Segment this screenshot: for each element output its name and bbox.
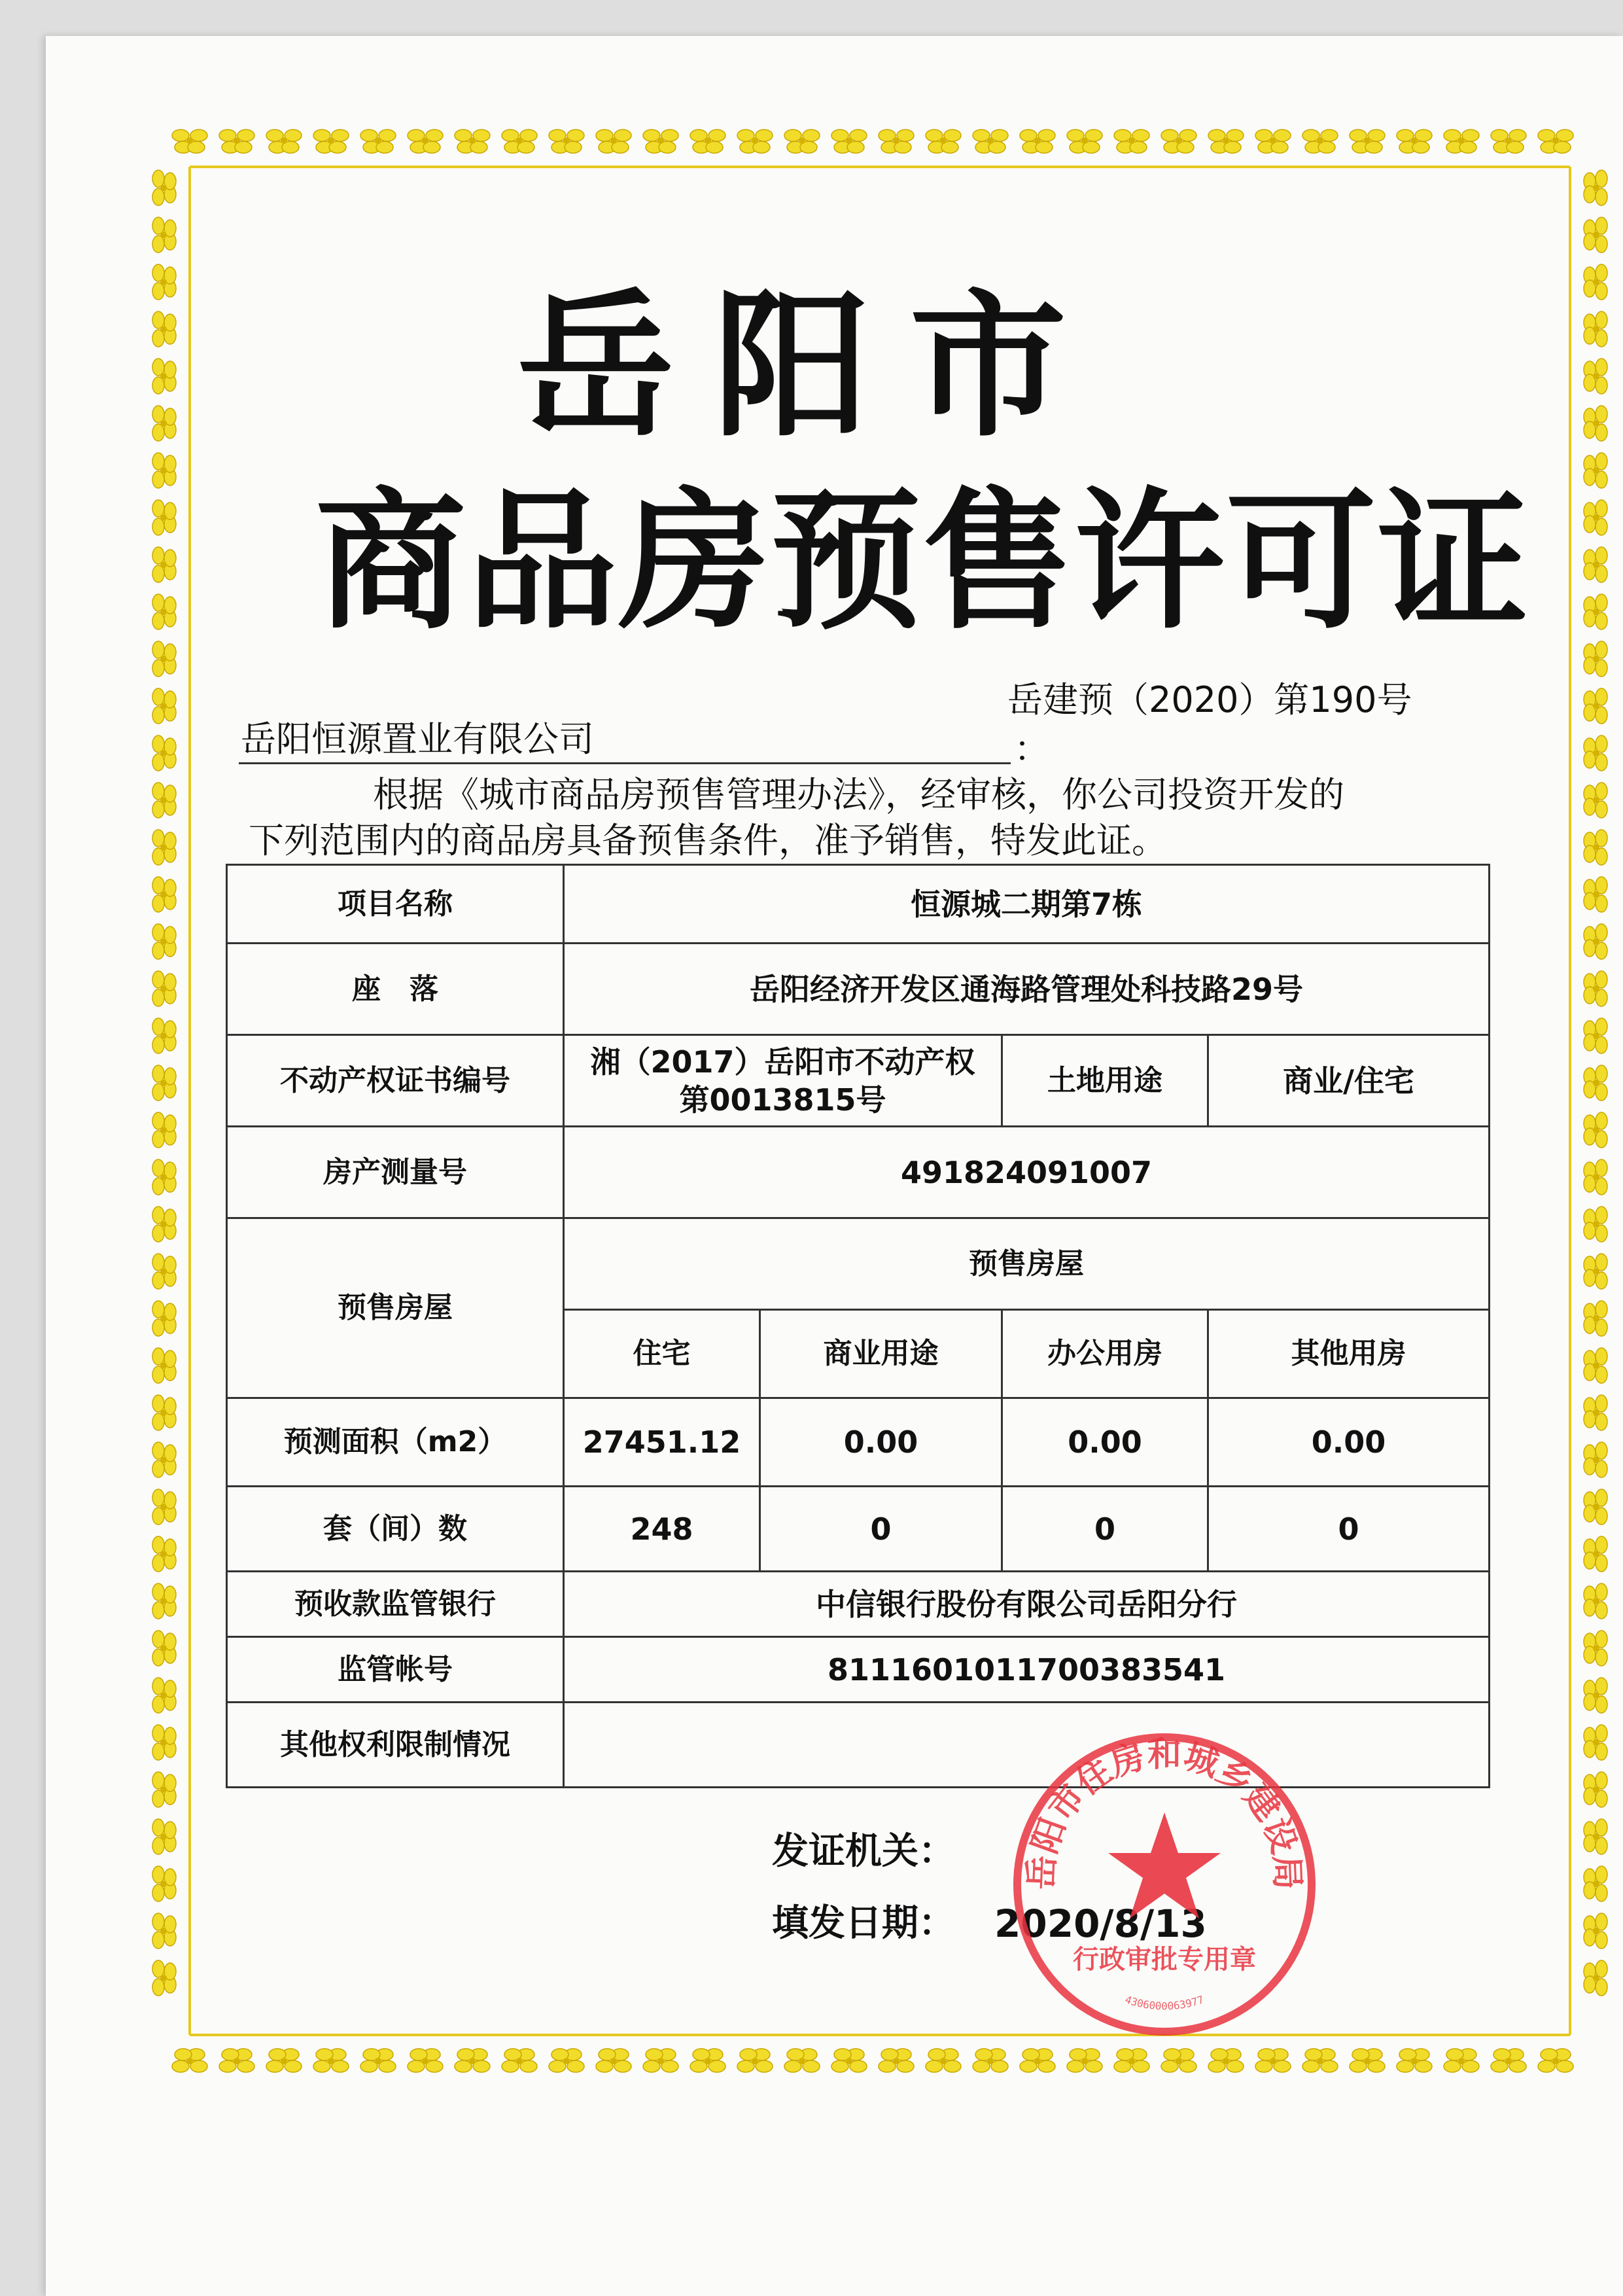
border-flower [1255,2049,1291,2072]
border-flower [1538,2049,1573,2072]
border-flower [737,2049,773,2072]
units-label: 套（间）数 [227,1487,564,1572]
border-flower [152,1065,176,1101]
bank-value: 中信银行股份有限公司岳阳分行 [564,1572,1490,1637]
cert-no-label: 不动产权证书编号 [227,1035,564,1127]
border-flower [1302,130,1338,153]
title-city: 岳阳市 [517,275,1106,458]
border-flower [1584,1866,1607,1901]
border-flower [1584,1631,1607,1666]
cert-no-value [564,1035,1002,1127]
border-flower [1255,130,1291,153]
border-flower [1208,130,1244,153]
table-row [227,1572,1490,1637]
restrictions-label: 其他权利限制情况 [227,1703,564,1788]
border-flower [1020,2049,1055,2072]
border-flower [1584,1960,1607,1996]
project-name-label: 项目名称 [227,865,564,944]
border-flower [1397,2049,1432,2072]
border-flower [1584,1678,1607,1713]
border-flower [1584,500,1607,535]
units-other: 0 [1208,1487,1490,1572]
border-flower [152,1254,176,1289]
survey-no-label: 房产测量号 [227,1127,564,1218]
border-flower [784,2049,820,2072]
border-flower [1584,1018,1607,1053]
border-flower [549,130,584,153]
land-use-label: 土地用途 [1002,1035,1208,1127]
border-flower [1584,1159,1607,1195]
border-flower [737,130,773,153]
border-flower [152,1112,176,1148]
border-flower [1397,130,1432,153]
approval-paragraph-line2: 下列范围内的商品房具备预售条件，准予销售，特发此证。 [249,820,1167,861]
area-commercial: 0.00 [760,1398,1002,1487]
title-certificate: 商品房预售许可证 [315,475,1529,650]
border-flower [152,1960,176,1996]
border-flower [152,1018,176,1053]
border-flower [1114,130,1149,153]
border-flower [266,2049,302,2072]
border-flower [152,1819,176,1854]
border-flower [152,1678,176,1713]
border-flower [1584,594,1607,629]
border-flower [1584,1112,1607,1148]
units-residential: 248 [564,1487,760,1572]
border-flower [1584,547,1607,582]
units-commercial: 0 [760,1487,1002,1572]
border-flower [831,130,867,153]
table-row [227,1637,1490,1703]
border-flower [152,1207,176,1242]
border-flower [643,130,678,153]
location-value: 岳阳经济开发区通海路管理处科技路29号 [564,944,1490,1035]
border-flower [502,2049,537,2072]
issuer-label: 发证机关： [772,1830,955,1873]
survey-no-value: 491824091007 [564,1127,1490,1218]
account-label: 监管帐号 [227,1637,564,1703]
area-residential: 27451.12 [564,1398,760,1487]
table-row [227,1218,1490,1310]
border-flower [831,2049,867,2072]
border-flower [152,641,176,677]
border-flower [1491,130,1526,153]
col-commercial: 商业用途 [760,1310,1002,1398]
col-residential: 住宅 [564,1310,760,1398]
table-row [227,865,1490,944]
border-flower [1584,641,1607,677]
border-flower [152,735,176,771]
border-flower [1584,1913,1607,1949]
border-flower [1584,1725,1607,1760]
border-flower [219,130,254,153]
border-flower [1584,688,1607,724]
border-flower [879,2049,914,2072]
permit-table [226,864,1490,1788]
border-flower [1584,1583,1607,1619]
account-value: 8111601011700383541 [564,1637,1490,1703]
border-flower [152,1866,176,1901]
border-flower [1302,2049,1338,2072]
border-flower [152,1159,176,1195]
border-flower [152,547,176,582]
border-flower [1584,1254,1607,1289]
border-flower [1538,130,1573,153]
border-flower [360,2049,396,2072]
company-colon: ： [1014,728,1049,769]
border-flower [152,1301,176,1336]
units-office: 0 [1002,1487,1208,1572]
table-row [227,1035,1490,1127]
border-flower [1020,130,1055,153]
border-flower [1584,1395,1607,1430]
border-flower [1584,830,1607,865]
border-flower [1067,2049,1102,2072]
border-flower [152,1489,176,1525]
border-flower [152,1631,176,1666]
border-flower [926,2049,961,2072]
issue-date-value: 2020/8/13 [994,1901,1207,1946]
border-flower [1584,1819,1607,1854]
border-flower [1114,2049,1149,2072]
border-flower [455,130,490,153]
border-flower [152,1395,176,1430]
border-flower [152,1725,176,1760]
border-flower [502,130,537,153]
border-flower [1584,1207,1607,1242]
col-office: 办公用房 [1002,1310,1208,1398]
bank-label: 预收款监管银行 [227,1572,564,1637]
border-flower [1161,2049,1196,2072]
border-flower [172,2049,207,2072]
border-flower [1067,130,1102,153]
cert-no-line1: 湘（2017）岳阳市不动产权 [590,1044,975,1080]
border-flower [1584,1536,1607,1572]
table-row [227,1487,1490,1572]
seal-ring-text: 岳阳市住房和城乡建设局 [1022,1735,1307,1890]
border-flower [152,1348,176,1383]
border-flower [1444,2049,1479,2072]
border-flower [152,594,176,629]
border-flower [549,2049,584,2072]
border-flower [152,877,176,912]
border-flower [1584,453,1607,488]
seal-inner-text: 行政审批专用章 [1073,1945,1256,1975]
border-flower [643,2049,678,2072]
border-flower [690,2049,725,2072]
seal-serial: 4306000063977 [1123,1993,1206,2013]
border-flower [879,130,914,153]
border-flower [973,130,1008,153]
border-flower [313,130,349,153]
issue-date-label: 填发日期： [772,1902,955,1945]
border-flower [152,971,176,1006]
border-flower [152,830,176,865]
border-flower [1584,924,1607,959]
border-flower [408,130,443,153]
border-flower [973,2049,1008,2072]
border-flower [408,2049,443,2072]
seal-star [1108,1812,1221,1918]
border-flower [1584,971,1607,1006]
border-flower [266,130,302,153]
border-flower [596,130,631,153]
border-flower [926,130,961,153]
cert-no-line2: 第0013815号 [679,1082,886,1118]
presale-label: 预售房屋 [227,1218,564,1398]
svg-text:4306000063977 [1123,1993,1205,2012]
border-flower [152,924,176,959]
border-flower [152,453,176,488]
border-flower [152,500,176,535]
presale-header: 预售房屋 [564,1218,1490,1310]
table-row [227,1127,1490,1218]
company-name: 岳阳恒源置业有限公司 [241,718,594,760]
border-flower [1350,2049,1385,2072]
border-flower [1350,130,1385,153]
border-flower [172,130,207,153]
border-flower [455,2049,490,2072]
border-flower [152,1772,176,1807]
document-number: 岳建预（2020）第190号 [1007,679,1412,720]
border-flower [152,1913,176,1949]
border-flower [1491,2049,1526,2072]
border-flower [596,2049,631,2072]
border-flower [1208,2049,1244,2072]
border-flower [152,783,176,818]
border-flower [1584,1065,1607,1101]
border-flower [219,2049,254,2072]
land-use-value: 商业/住宅 [1208,1035,1490,1127]
border-flower [152,1442,176,1477]
border-flower [784,130,820,153]
border-flower [152,217,176,253]
border-flower [1161,130,1196,153]
table-row [227,944,1490,1035]
border-flower [1584,1489,1607,1525]
border-flower [1584,1301,1607,1336]
border-flower [1584,877,1607,912]
border-flower [313,2049,349,2072]
company-underline [239,762,1011,764]
border-flower [1584,735,1607,771]
area-office: 0.00 [1002,1398,1208,1487]
table-row [227,1398,1490,1487]
location-label: 座 落 [227,944,564,1035]
border-flower [1584,1348,1607,1383]
border-flower [152,1583,176,1619]
border-flower [1584,170,1607,205]
approval-paragraph-line1: 根据《城市商品房预售管理办法》，经审核，你公司投资开发的 [373,774,1344,815]
official-seal [1007,1727,1321,2041]
border-flower [152,688,176,724]
project-name-value: 恒源城二期第7栋 [564,865,1490,944]
area-other: 0.00 [1208,1398,1490,1487]
area-label: 预测面积（m2） [227,1398,564,1487]
border-flower [360,130,396,153]
border-flower [690,130,725,153]
border-flower [1444,130,1479,153]
col-other: 其他用房 [1208,1310,1490,1398]
border-flower [1584,217,1607,253]
border-flower [1584,1772,1607,1807]
border-flower [1584,783,1607,818]
border-flower [152,1536,176,1572]
border-flower [1584,1442,1607,1477]
border-flower [152,170,176,205]
